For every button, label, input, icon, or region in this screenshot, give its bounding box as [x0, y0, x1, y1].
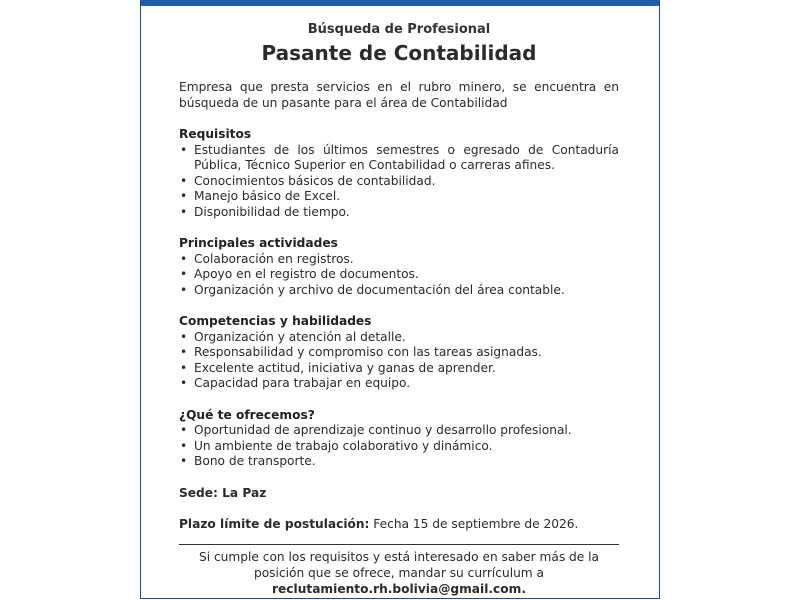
- section-competencias: [179, 314, 619, 392]
- list-item: • Bono de transporte.: [179, 454, 619, 470]
- footer-note: [179, 549, 619, 597]
- posting-title: Pasante de Contabilidad: [261, 41, 537, 65]
- actividades-list: [179, 252, 619, 299]
- list-item: • Excelente actitud, iniciativa y ganas de aprender.: [179, 361, 619, 377]
- contact-email-link[interactable]: reclutamiento.rh.bolivia@gmail.com.: [272, 581, 526, 596]
- job-posting-card: [140, 0, 660, 599]
- list-item: • Oportunidad de aprendizaje continuo y desarrollo profesional.: [179, 423, 619, 439]
- competencias-list: [179, 330, 619, 392]
- section-requisitos: [179, 127, 619, 220]
- list-item: • Conocimientos básicos de contabilidad.: [179, 174, 619, 190]
- plazo-line: [179, 517, 619, 532]
- list-item: • Colaboración en registros.: [179, 252, 619, 268]
- list-item: • Organización y archivo de documentación del área contable.: [179, 283, 619, 299]
- section-heading: Principales actividades: [179, 236, 338, 250]
- list-item: • Apoyo en el registro de documentos.: [179, 267, 619, 283]
- section-heading: Competencias y habilidades: [179, 314, 372, 328]
- section-actividades: [179, 236, 619, 298]
- list-item: • Responsabilidad y compromiso con las tareas asignadas.: [179, 345, 619, 361]
- intro-paragraph: Empresa que presta servicios en el rubro minero, se encuentra en búsqueda de un pasante para el área de Contabilidad: [179, 80, 619, 110]
- plazo-label: Plazo límite de postulación:: [179, 516, 370, 531]
- plazo-value: Fecha 15 de septiembre de 2026.: [369, 516, 579, 531]
- requisitos-list: [179, 143, 619, 221]
- list-item: • Disponibilidad de tiempo.: [179, 205, 619, 221]
- list-item: • Organización y atención al detalle.: [179, 330, 619, 346]
- section-heading: ¿Qué te ofrecemos?: [179, 407, 315, 422]
- section-ofrecemos: [179, 408, 619, 470]
- section-heading: Requisitos: [179, 127, 252, 141]
- posting-content: [179, 22, 619, 597]
- list-item: • Manejo básico de Excel.: [179, 189, 619, 205]
- list-item: • Un ambiente de trabajo colaborativo y dinámico.: [179, 439, 619, 455]
- ofrecemos-list: [179, 423, 619, 470]
- sede-line: Sede: La Paz: [179, 485, 267, 500]
- footer-text: Si cumple con los requisitos y está interesado en saber más de la posición que se ofrece, mandar su currículum a: [198, 549, 600, 580]
- posting-kicker: Búsqueda de Profesional: [307, 22, 491, 37]
- list-item: • Estudiantes de los últimos semestres o egresado de Contaduría Pública, Técnico Superior en Contabilidad o carreras afines.: [179, 143, 619, 174]
- list-item: • Capacidad para trabajar en equipo.: [179, 376, 619, 392]
- footer-divider: [179, 544, 619, 545]
- top-accent-bar: [141, 0, 659, 6]
